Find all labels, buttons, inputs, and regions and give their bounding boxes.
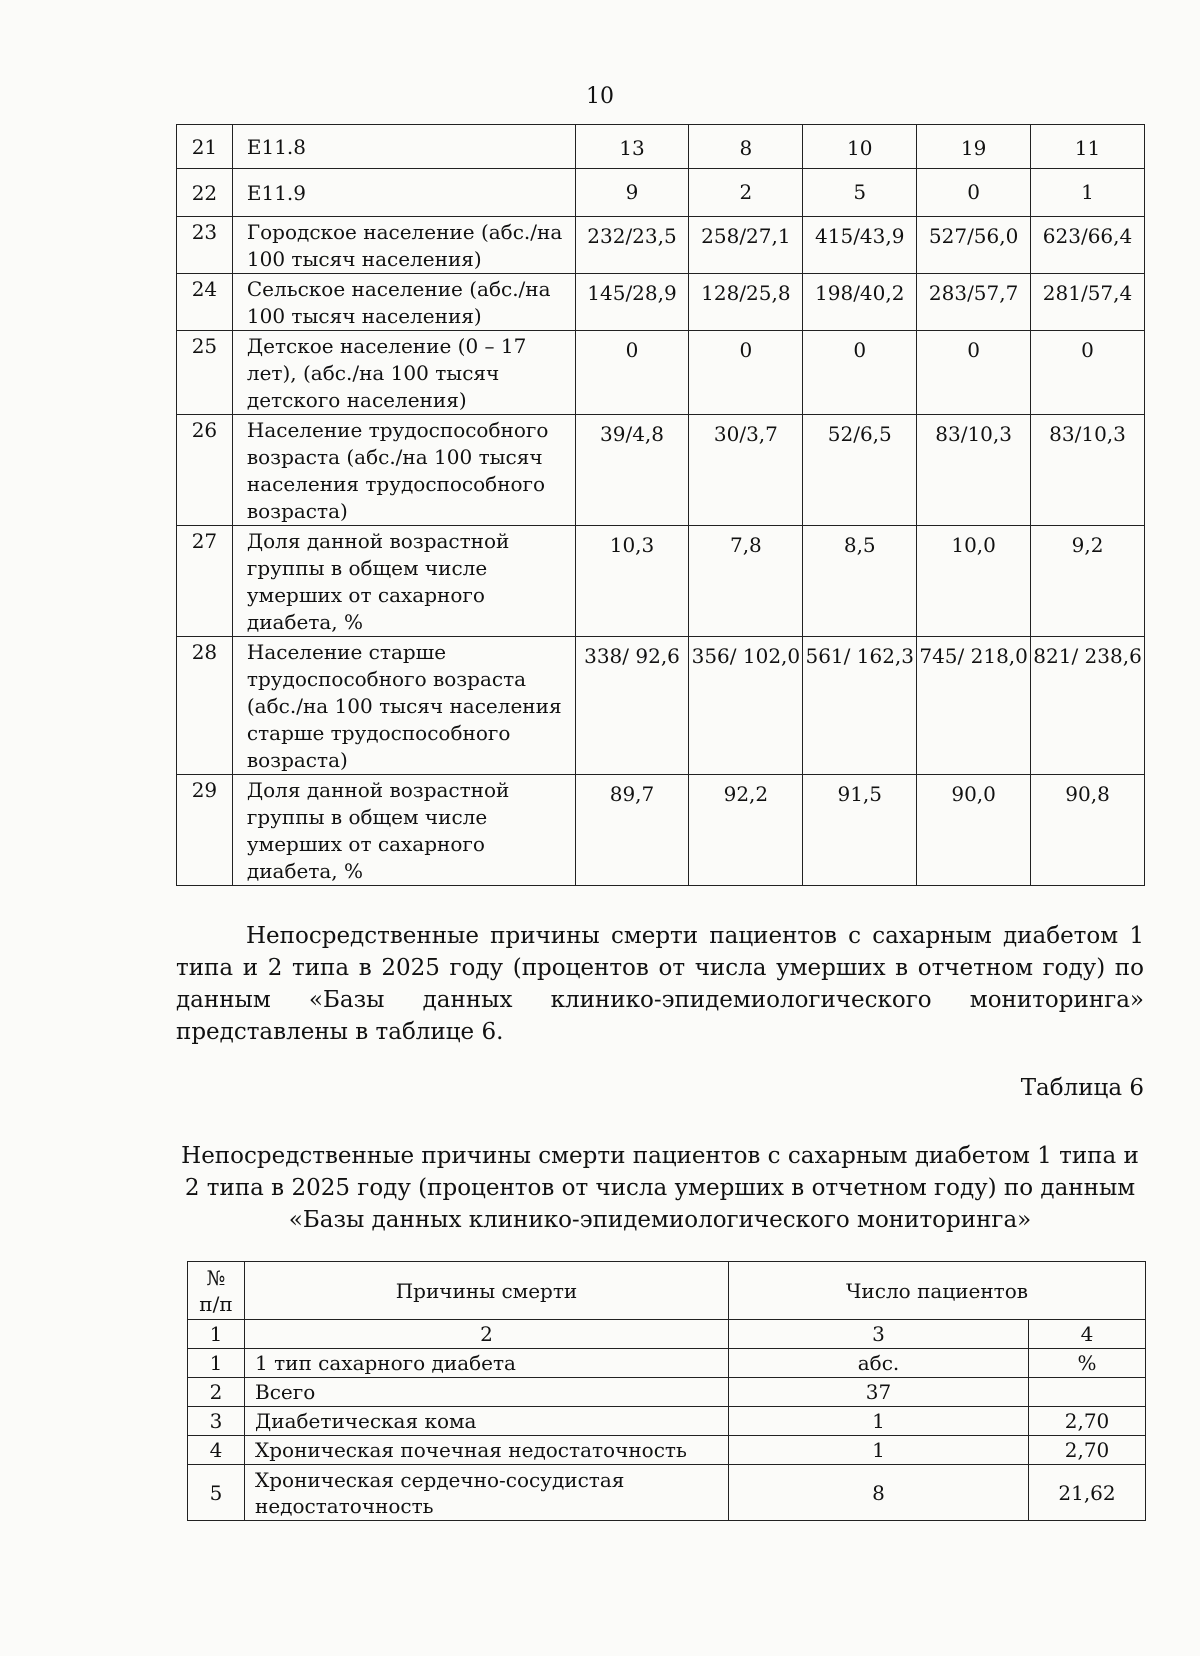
row-label: Городское население (абс./на 100 тысяч населения) (232, 217, 575, 274)
row-number: 28 (177, 637, 233, 775)
value-cell: 10,3 (575, 526, 689, 637)
cause-cell: Диабетическая кома (245, 1407, 729, 1436)
value-cell: 13 (575, 125, 689, 169)
value-cell: 415/43,9 (803, 217, 917, 274)
value-cell: 0 (917, 169, 1031, 217)
value-cell: 7,8 (689, 526, 803, 637)
col-number: 3 (729, 1320, 1029, 1349)
table-row (188, 1407, 1146, 1436)
table-row (177, 125, 1145, 169)
value-cell: 0 (575, 331, 689, 415)
value-cell: 52/6,5 (803, 415, 917, 526)
pct-cell: 2,70 (1029, 1436, 1146, 1465)
pct-cell: 21,62 (1029, 1465, 1146, 1521)
row-number: 3 (188, 1407, 245, 1436)
cause-cell: Всего (245, 1378, 729, 1407)
abs-cell: абс. (729, 1349, 1029, 1378)
value-cell: 9,2 (1031, 526, 1145, 637)
row-number: 29 (177, 775, 233, 886)
table-row (177, 415, 1145, 526)
page-number: 10 (586, 84, 614, 109)
cause-cell: Хроническая сердечно-сосудистая недостаточность (245, 1465, 729, 1521)
value-cell: 527/56,0 (917, 217, 1031, 274)
value-cell: 281/57,4 (1031, 274, 1145, 331)
body-paragraph: Непосредственные причины смерти пациентов с сахарным диабетом 1 типа и 2 типа в 2025 году (процентов от числа умерших в отчетном году) по данным «Базы данных клинико-эпидемиологического мониторинга» представлены в таблице 6. (176, 923, 1144, 1045)
row-label: Доля данной возрастной группы в общем числе умерших от сахарного диабета, % (232, 526, 575, 637)
value-cell: 145/28,9 (575, 274, 689, 331)
value-cell: 258/27,1 (689, 217, 803, 274)
value-cell: 2 (689, 169, 803, 217)
header-cause: Причины смерти (245, 1262, 729, 1320)
table-row (177, 217, 1145, 274)
value-cell: 0 (1031, 331, 1145, 415)
row-number: 23 (177, 217, 233, 274)
table-row (188, 1349, 1146, 1378)
abs-cell: 1 (729, 1407, 1029, 1436)
col-number: 1 (188, 1320, 245, 1349)
table-caption: Непосредственные причины смерти пациентов с сахарным диабетом 1 типа и 2 типа в 2025 году (процентов от числа умерших в отчетном году) по данным «Базы данных клинико-эпидемиологического мониторинга» (181, 1143, 1139, 1233)
value-cell: 623/66,4 (1031, 217, 1145, 274)
value-cell: 10,0 (917, 526, 1031, 637)
value-cell: 83/10,3 (917, 415, 1031, 526)
value-cell: 745/ 218,0 (917, 637, 1031, 775)
cause-cell: Хроническая почечная недостаточность (245, 1436, 729, 1465)
row-number: 4 (188, 1436, 245, 1465)
row-number: 22 (177, 169, 233, 217)
pct-cell: 2,70 (1029, 1407, 1146, 1436)
pct-cell: % (1029, 1349, 1146, 1378)
row-number: 2 (188, 1378, 245, 1407)
value-cell: 0 (803, 331, 917, 415)
value-cell: 10 (803, 125, 917, 169)
value-cell: 5 (803, 169, 917, 217)
value-cell: 198/40,2 (803, 274, 917, 331)
value-cell: 11 (1031, 125, 1145, 169)
table-row (177, 169, 1145, 217)
value-cell: 8,5 (803, 526, 917, 637)
row-number: 27 (177, 526, 233, 637)
row-number: 26 (177, 415, 233, 526)
row-number: 5 (188, 1465, 245, 1521)
value-cell: 128/25,8 (689, 274, 803, 331)
value-cell: 91,5 (803, 775, 917, 886)
row-label: Сельское население (абс./на 100 тысяч населения) (232, 274, 575, 331)
abs-cell: 37 (729, 1378, 1029, 1407)
row-number: 25 (177, 331, 233, 415)
value-cell: 30/3,7 (689, 415, 803, 526)
row-number: 1 (188, 1349, 245, 1378)
table-row (177, 526, 1145, 637)
value-cell: 0 (917, 331, 1031, 415)
value-cell: 283/57,7 (917, 274, 1031, 331)
value-cell: 19 (917, 125, 1031, 169)
table-row (177, 274, 1145, 331)
value-cell: 0 (689, 331, 803, 415)
value-cell: 1 (1031, 169, 1145, 217)
value-cell: 338/ 92,6 (575, 637, 689, 775)
header-num: № п/п (188, 1262, 245, 1320)
value-cell: 356/ 102,0 (689, 637, 803, 775)
death-causes-table (187, 1261, 1146, 1521)
table-row (188, 1465, 1146, 1521)
pct-cell (1029, 1378, 1146, 1407)
value-cell: 8 (689, 125, 803, 169)
value-cell: 90,0 (917, 775, 1031, 886)
value-cell: 83/10,3 (1031, 415, 1145, 526)
header-patients: Число пациентов (729, 1262, 1146, 1320)
value-cell: 561/ 162,3 (803, 637, 917, 775)
abs-cell: 8 (729, 1465, 1029, 1521)
cause-cell: 1 тип сахарного диабета (245, 1349, 729, 1378)
table-row (177, 637, 1145, 775)
row-label: E11.8 (232, 125, 575, 169)
table-header-row (188, 1262, 1146, 1320)
value-cell: 90,8 (1031, 775, 1145, 886)
value-cell: 821/ 238,6 (1031, 637, 1145, 775)
table-row (177, 331, 1145, 415)
abs-cell: 1 (729, 1436, 1029, 1465)
row-number: 21 (177, 125, 233, 169)
col-number: 4 (1029, 1320, 1146, 1349)
value-cell: 39/4,8 (575, 415, 689, 526)
row-label: Доля данной возрастной группы в общем числе умерших от сахарного диабета, % (232, 775, 575, 886)
col-number: 2 (245, 1320, 729, 1349)
row-label: Население трудоспособного возраста (абс./на 100 тысяч населения трудоспособного возраста) (232, 415, 575, 526)
table-row (188, 1436, 1146, 1465)
table-row (177, 775, 1145, 886)
row-label: Детское население (0 – 17 лет), (абс./на 100 тысяч детского населения) (232, 331, 575, 415)
value-cell: 9 (575, 169, 689, 217)
row-label: E11.9 (232, 169, 575, 217)
value-cell: 89,7 (575, 775, 689, 886)
row-number: 24 (177, 274, 233, 331)
value-cell: 232/23,5 (575, 217, 689, 274)
row-label: Население старше трудоспособного возраста (абс./на 100 тысяч населения старше трудоспособного возраста) (232, 637, 575, 775)
table-row (188, 1378, 1146, 1407)
value-cell: 92,2 (689, 775, 803, 886)
table-number-label: Таблица 6 (1020, 1075, 1144, 1101)
mortality-table-continued (176, 124, 1145, 886)
column-numbers-row (188, 1320, 1146, 1349)
